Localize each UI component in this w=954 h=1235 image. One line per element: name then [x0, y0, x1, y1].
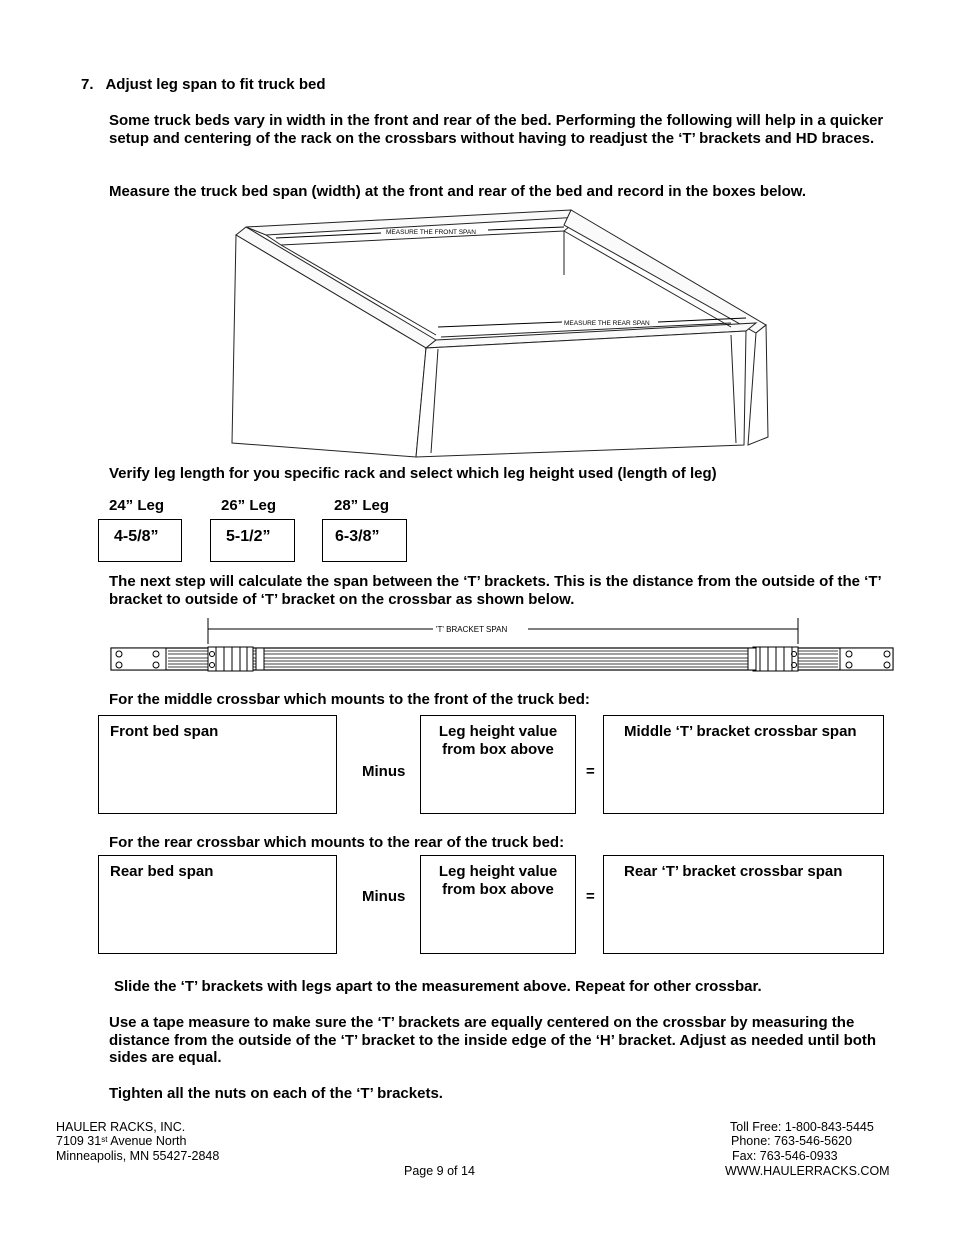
leg-28-box[interactable]	[322, 519, 407, 562]
address-suffix: st	[101, 1135, 108, 1144]
middle-leg-height-label: Leg height value from box above	[438, 723, 558, 758]
step-title: Adjust leg span to fit truck bed	[105, 76, 326, 93]
leg-26-value: 5-1/2”	[226, 528, 271, 545]
t-bracket-span-label: 'T' BRACKET SPAN	[436, 625, 508, 634]
rear-span-result-box[interactable]	[603, 855, 884, 954]
tape-text: Use a tape measure to make sure the ‘T’ brackets are equally centered on the crossbar by measuring the distance from the outside of the ‘T’ bracket to the inside edge of the ‘H’ bracket. Adjust as needed until both sides are equal.	[109, 1014, 877, 1066]
leg-28-label: 28” Leg	[334, 497, 390, 514]
footer-page-number: Page 9 of 14	[404, 1164, 475, 1178]
middle-equals: =	[586, 763, 595, 780]
leg-24-value: 4-5/8”	[114, 528, 159, 545]
tighten-text: Tighten all the nuts on each of the ‘T’ brackets.	[109, 1085, 443, 1102]
footer-city: Minneapolis, MN 55427-2848	[56, 1149, 220, 1163]
rear-leg-height-label: Leg height value from box above	[438, 863, 558, 898]
next-step-text: The next step will calculate the span between the ‘T’ brackets. This is the distance from the outside of the ‘T’ bracket to outside of ‘T’ bracket on the crossbar as shown below.	[109, 573, 881, 608]
front-span-label: MEASURE THE FRONT SPAN	[386, 229, 476, 236]
rear-span-result-label: Rear ‘T’ bracket crossbar span	[624, 863, 843, 880]
middle-minus: Minus	[362, 763, 406, 780]
step-number: 7.	[81, 76, 94, 93]
middle-leg-height-box[interactable]	[420, 715, 576, 814]
footer-website[interactable]: WWW.HAULERRACKS.COM	[725, 1164, 890, 1178]
footer-phone: Phone: 763-546-5620	[731, 1134, 852, 1148]
rear-heading: For the rear crossbar which mounts to the rear of the truck bed:	[109, 834, 565, 851]
slide-text: Slide the ‘T’ brackets with legs apart to the measurement above. Repeat for other crossbar.	[114, 978, 762, 995]
middle-heading: For the middle crossbar which mounts to the front of the truck bed:	[109, 691, 590, 708]
front-bed-span-box[interactable]	[98, 715, 337, 814]
footer-fax: Fax: 763-546-0933	[732, 1149, 838, 1163]
address-number: 7109 31	[56, 1134, 102, 1148]
verify-text: Verify leg length for you specific rack and select which leg height used (length of leg)	[109, 465, 717, 482]
crossbar-figure	[108, 614, 898, 676]
middle-span-result-box[interactable]	[603, 715, 884, 814]
rear-equals: =	[586, 888, 595, 905]
rear-minus: Minus	[362, 888, 406, 905]
leg-24-label: 24” Leg	[109, 497, 165, 514]
front-bed-span-label: Front bed span	[110, 723, 219, 740]
rear-leg-height-box[interactable]	[420, 855, 576, 954]
rear-span-label: MEASURE THE REAR SPAN	[564, 320, 650, 327]
leg-26-box[interactable]	[210, 519, 295, 562]
intro-paragraph: Some truck beds vary in width in the front and rear of the bed. Performing the following will help in a quicker setup and centering of the rack on the crossbars without having to readjust the ‘T’ brackets and HD braces.	[109, 112, 884, 147]
truck-bed-figure	[226, 205, 774, 463]
footer-toll-free: Toll Free: 1-800-843-5445	[730, 1120, 874, 1134]
leg-26-label: 26” Leg	[221, 497, 277, 514]
measure-instruction: Measure the truck bed span (width) at the front and rear of the bed and record in the boxes below.	[109, 183, 807, 200]
leg-24-box[interactable]	[98, 519, 182, 562]
step-heading	[81, 76, 325, 94]
leg-28-value: 6-3/8”	[335, 528, 380, 545]
rear-bed-span-label: Rear bed span	[110, 863, 214, 880]
rear-bed-span-box[interactable]	[98, 855, 337, 954]
middle-span-result-label: Middle ‘T’ bracket crossbar span	[624, 723, 857, 740]
address-street: Avenue North	[107, 1134, 187, 1148]
footer-company: HAULER RACKS, INC.	[56, 1120, 186, 1134]
footer-address	[56, 1134, 186, 1149]
